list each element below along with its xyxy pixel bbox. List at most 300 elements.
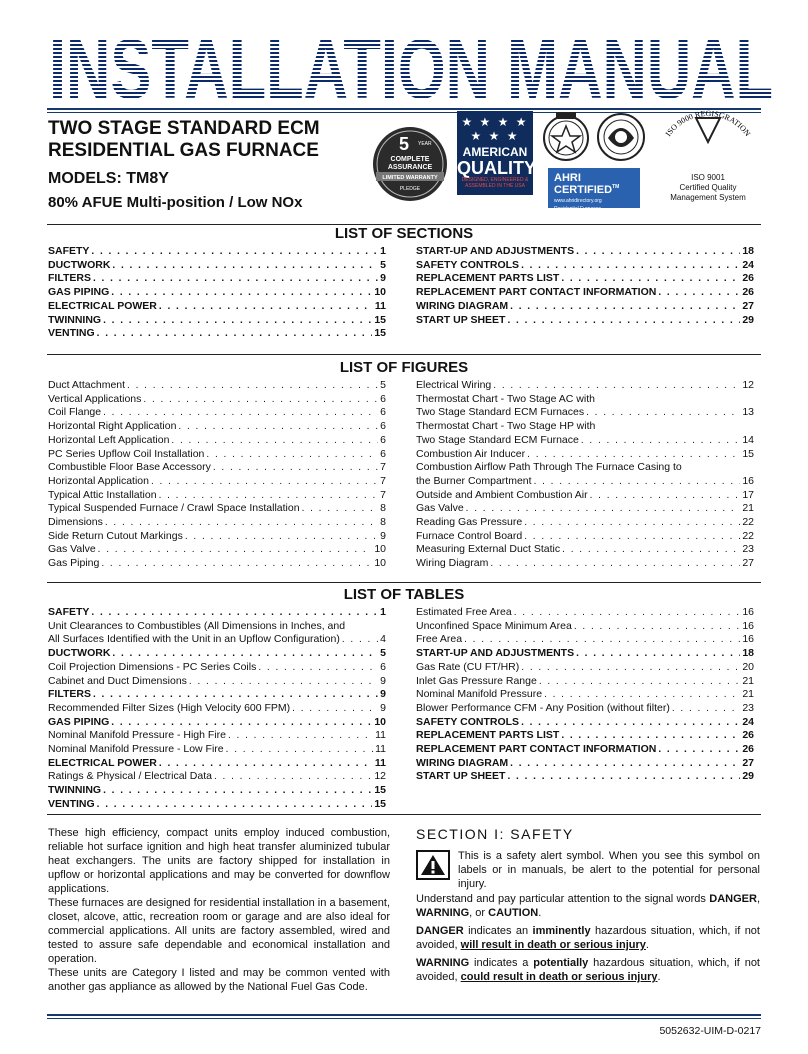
danger-text2: hazardous situation, which, if not avoided,: [416, 925, 760, 951]
toc-entry-page: 16: [742, 606, 754, 618]
toc-entry[interactable]: [48, 716, 386, 730]
dot-leader: [521, 661, 740, 675]
toc-entry-label: START UP SHEET: [416, 313, 506, 326]
dot-leader: [112, 259, 378, 273]
masthead: [47, 28, 775, 106]
toc-entry[interactable]: [48, 259, 386, 273]
intro-paragraph-1: These high efficiency, compact units employ induced combustion, reliable hot surface ignition and high heat transfer aluminized tubular heat exchangers. The units are factory shipped for installation in upflow or horizontal applications and may be converted for downflow applications.: [48, 827, 390, 895]
toc-entry-page: 10: [374, 286, 386, 299]
toc-entry[interactable]: [416, 770, 754, 784]
warning-potentially: potentially: [533, 957, 589, 969]
toc-entry-label: REPLACEMENT PART CONTACT INFORMATION: [416, 286, 657, 299]
toc-entry-label: SAFETY CONTROLS: [416, 715, 520, 728]
dot-leader: [302, 502, 379, 516]
toc-entry-page: 23: [742, 543, 754, 556]
toc-entry-page: 24: [742, 715, 754, 728]
toc-entry[interactable]: [416, 543, 754, 557]
iso-ring-text: ISO 9000 REGISGRATION: [663, 108, 753, 139]
toc-entry-label: Free Area: [416, 633, 463, 646]
safety-section-heading: SECTION I: SAFETY: [416, 826, 574, 842]
toc-entry[interactable]: [48, 702, 386, 716]
toc-entry-label: ELECTRICAL POWER: [48, 756, 157, 769]
toc-entry-page: 12: [742, 379, 754, 391]
design-certified-seal-icon: [542, 110, 590, 164]
signal-period: .: [538, 907, 542, 919]
dot-leader: [213, 461, 378, 475]
dot-leader: [521, 716, 740, 730]
toc-entry-label: START UP SHEET: [416, 770, 506, 783]
dot-leader: [493, 379, 740, 393]
dot-leader: [111, 716, 372, 730]
toc-entry-label: Unconfined Space Minimum Area: [416, 619, 572, 632]
toc-entry-page: 18: [742, 647, 754, 660]
dot-leader: [539, 675, 741, 689]
toc-entry-page: 22: [742, 529, 754, 542]
figures-rule: [47, 354, 761, 355]
toc-entry-page: 11: [374, 299, 386, 312]
toc-entry-label: Two Stage Standard ECM Furnaces: [416, 406, 585, 419]
toc-entry[interactable]: [416, 286, 754, 300]
toc-entry[interactable]: [416, 606, 754, 620]
toc-entry-page: 16: [742, 633, 754, 646]
toc-entry-label: VENTING: [48, 327, 95, 340]
figures-right: [416, 379, 754, 571]
warranty-year: 5: [398, 134, 410, 154]
toc-entry-label: Coil Flange: [48, 406, 102, 419]
toc-entry-page: 26: [742, 286, 754, 299]
toc-entry-page: 11: [375, 729, 386, 742]
toc-entry-page: 6: [380, 392, 386, 405]
toc-entry-page: 27: [742, 756, 754, 769]
dot-leader: [507, 770, 740, 784]
toc-entry-page: 17: [742, 488, 754, 501]
iso-line2: Certified Quality: [679, 183, 737, 192]
toc-entry-first-line: Combustion Airflow Path Through The Furnace Casing to: [416, 461, 682, 474]
toc-entry[interactable]: [416, 502, 754, 516]
dot-leader: [544, 688, 740, 702]
toc-entry-label: Typical Attic Installation: [48, 488, 157, 501]
toc-entry-page: 11: [375, 743, 386, 756]
toc-entry-label: Wiring Diagram: [416, 557, 489, 570]
toc-entry-page: 4: [380, 633, 386, 646]
tables-left: [48, 606, 386, 812]
dot-leader: [143, 393, 378, 407]
toc-entry-label: Outside and Ambient Combustion Air: [416, 488, 588, 501]
signal-intro: Understand and pay particular attention to the signal words: [416, 893, 710, 905]
toc-entry-label: Gas Rate (CU FT/HR): [416, 660, 520, 673]
toc-entry[interactable]: [416, 647, 754, 661]
dot-leader: [534, 475, 741, 489]
toc-entry-label: Side Return Cutout Markings: [48, 529, 183, 542]
toc-entry[interactable]: [416, 688, 754, 702]
warning-text2: hazardous situation, which, if not avoided,: [416, 957, 760, 983]
aq-line3: DESIGNED, ENGINEERED &: [461, 177, 529, 183]
ahri-sub1: Residential Furnaces: [554, 206, 601, 212]
toc-entry[interactable]: [48, 675, 386, 689]
toc-entry-label: Gas Valve: [48, 543, 96, 556]
dot-leader: [527, 448, 740, 462]
toc-entry-label: Nominal Manifold Pressure - High Fire: [48, 729, 226, 742]
toc-entry[interactable]: [416, 729, 754, 743]
toc-entry[interactable]: [48, 393, 386, 407]
toc-entry[interactable]: [48, 661, 386, 675]
toc-entry-page: 18: [742, 245, 754, 257]
dot-leader: [206, 448, 378, 462]
dot-leader: [586, 406, 740, 420]
toc-entry-label: Estimated Free Area: [416, 606, 512, 618]
toc-entry-page: 23: [742, 701, 754, 714]
toc-entry[interactable]: [48, 300, 386, 314]
signal-danger: DANGER: [709, 893, 757, 905]
aq-line2: QUALITY: [457, 158, 536, 178]
dot-leader: [91, 606, 378, 620]
dot-leader: [93, 688, 378, 702]
intro-text: [48, 826, 390, 994]
toc-entry-label: SAFETY: [48, 245, 90, 257]
toc-entry-page: 21: [742, 502, 754, 515]
toc-entry[interactable]: [416, 516, 754, 530]
dot-leader: [521, 259, 740, 273]
toc-entry-label: REPLACEMENT PARTS LIST: [416, 729, 560, 742]
warranty-complete: COMPLETE: [390, 156, 430, 163]
toc-entry-label: All Surfaces Identified with the Unit in an Upflow Configuration): [48, 633, 340, 646]
signal-sep1: ,: [756, 893, 760, 905]
toc-entry[interactable]: [416, 489, 754, 503]
toc-entry[interactable]: [416, 379, 754, 393]
dot-leader: [127, 379, 378, 393]
toc-entry[interactable]: [48, 448, 386, 462]
toc-entry[interactable]: [48, 461, 386, 475]
ahri-tm: TM: [612, 184, 620, 190]
dot-leader: [105, 516, 378, 530]
dot-leader: [91, 245, 378, 259]
intro-paragraph-2: These furnaces are designed for residential installation in a basement, closet, alcove, attic, recreation room or garage and are also ideal for commercial applications. All units are factory assembled, wired and tested to assure safe dependable and economical installation and operation.: [48, 897, 390, 965]
dot-leader: [576, 647, 740, 661]
toc-entry-label: Horizontal Right Application: [48, 420, 177, 433]
toc-entry-page: 7: [380, 461, 386, 474]
toc-entry-page: 9: [380, 674, 386, 687]
toc-entry[interactable]: [416, 620, 754, 634]
toc-entry[interactable]: [48, 784, 386, 798]
toc-entry-label: GAS PIPING: [48, 715, 110, 728]
stars-icon: ★ ★ ★ ★ ★ ★ ★: [461, 115, 529, 143]
toc-entry-label: Gas Piping: [48, 557, 100, 570]
dot-leader: [226, 743, 373, 757]
warranty-badge: [372, 126, 448, 202]
iso-line3: Management System: [670, 193, 746, 202]
dot-leader: [590, 489, 741, 503]
toc-entry-page: 6: [380, 406, 386, 419]
toc-entry-page: 5: [380, 258, 386, 271]
toc-entry-label: SAFETY: [48, 606, 90, 618]
dot-leader: [159, 757, 373, 771]
toc-entry[interactable]: [416, 475, 754, 489]
toc-entry-label: ELECTRICAL POWER: [48, 299, 157, 312]
toc-entry-label: REPLACEMENT PART CONTACT INFORMATION: [416, 743, 657, 756]
toc-entry-label: Combustion Air Inducer: [416, 447, 526, 460]
toc-entry-page: 27: [742, 299, 754, 312]
model-line: MODELS: TM8Y: [48, 170, 169, 187]
toc-entry-label: Reading Gas Pressure: [416, 516, 523, 529]
toc-entry-label: DUCTWORK: [48, 258, 111, 271]
toc-entry-label: Electrical Wiring: [416, 379, 492, 391]
toc-entry-first-line: Thermostat Chart - Two Stage AC with: [416, 392, 595, 405]
warning-triangle-icon: [416, 850, 450, 880]
toc-entry-page: 16: [742, 619, 754, 632]
toc-entry[interactable]: [416, 272, 754, 286]
toc-entry-label: FILTERS: [48, 688, 91, 701]
toc-entry-label: Vertical Applications: [48, 392, 142, 405]
tables-title: LIST OF TABLES: [343, 586, 465, 603]
toc-entry[interactable]: [48, 770, 386, 784]
product-header: [48, 118, 378, 211]
warning-period: .: [657, 971, 661, 983]
toc-entry[interactable]: [48, 688, 386, 702]
toc-entry[interactable]: [48, 245, 386, 259]
dot-leader: [103, 314, 372, 328]
toc-entry-page: 29: [742, 313, 754, 326]
dot-leader: [258, 661, 378, 675]
figures-left: [48, 379, 386, 571]
toc-entry-label: PC Series Upflow Coil Installation: [48, 447, 205, 460]
toc-entry-label: TWINNING: [48, 313, 102, 326]
dot-leader: [178, 420, 378, 434]
toc-entry-label: Nominal Manifold Pressure - Low Fire: [48, 743, 224, 756]
toc-entry-label: Blower Performance CFM - Any Position (without filter): [416, 701, 670, 714]
toc-entry-page: 8: [380, 516, 386, 529]
danger-text1: indicates an: [463, 925, 533, 937]
toc-entry-label: Duct Attachment: [48, 379, 126, 391]
toc-entry[interactable]: [48, 633, 386, 647]
toc-entry-label: START-UP AND ADJUSTMENTS: [416, 245, 575, 257]
warranty-limited: LIMITED WARRANTY: [382, 175, 438, 181]
dot-leader: [574, 620, 740, 634]
toc-entry-page: 21: [742, 674, 754, 687]
toc-entry-page: 16: [742, 474, 754, 487]
toc-entry-label: Ratings & Physical / Electrical Data: [48, 770, 212, 783]
toc-entry-label: Measuring External Duct Static: [416, 543, 561, 556]
toc-entry-first-line: Unit Clearances to Combustibles (All Dimensions in Inches, and: [48, 619, 346, 632]
toc-entry[interactable]: [416, 434, 754, 448]
toc-entry[interactable]: [416, 259, 754, 273]
ahri-sub2: DOE 10 CFR Part 430: [554, 214, 604, 220]
toc-entry[interactable]: [48, 434, 386, 448]
toc-entry[interactable]: [48, 327, 386, 341]
toc-entry-label: Gas Valve: [416, 502, 464, 515]
toc-entry-label: Recommended Filter Sizes (High Velocity 600 FPM): [48, 701, 291, 714]
dot-leader: [658, 286, 740, 300]
toc-entry-page: 14: [742, 433, 754, 446]
toc-entry-page: 6: [380, 447, 386, 460]
toc-entry[interactable]: [48, 286, 386, 300]
toc-entry[interactable]: [416, 314, 754, 328]
toc-entry[interactable]: [416, 448, 754, 462]
toc-entry-page: 15: [374, 784, 386, 797]
dot-leader: [151, 475, 378, 489]
toc-entry-page: 9: [380, 688, 386, 701]
toc-entry[interactable]: [48, 530, 386, 544]
toc-entry-page: 5: [380, 379, 386, 391]
dot-leader: [292, 702, 378, 716]
danger-period: .: [645, 939, 649, 951]
toc-entry-page: 6: [380, 433, 386, 446]
toc-entry[interactable]: [48, 606, 386, 620]
toc-entry[interactable]: [416, 743, 754, 757]
dot-leader: [98, 543, 373, 557]
dot-leader: [507, 314, 740, 328]
toc-entry[interactable]: [48, 502, 386, 516]
toc-entry-label: Combustible Floor Base Accessory: [48, 461, 211, 474]
dot-leader: [524, 516, 740, 530]
toc-entry[interactable]: [416, 661, 754, 675]
warranty-assurance: ASSURANCE: [387, 164, 433, 171]
ahri-name: AHRI CERTIFIED: [554, 172, 613, 196]
dot-leader: [510, 300, 740, 314]
toc-entry-label: Typical Suspended Furnace / Crawl Space Installation: [48, 502, 300, 515]
document-number: 5052632-UIM-D-0217: [659, 1025, 761, 1037]
product-title-line2: RESIDENTIAL GAS FURNACE: [48, 140, 319, 161]
toc-entry[interactable]: [48, 516, 386, 530]
toc-entry-label: START-UP AND ADJUSTMENTS: [416, 647, 575, 660]
toc-entry-page: 9: [380, 272, 386, 285]
toc-entry-label: Dimensions: [48, 516, 103, 529]
dot-leader: [524, 530, 740, 544]
dot-leader: [561, 729, 740, 743]
toc-entry[interactable]: [48, 314, 386, 328]
toc-entry-page: 1: [380, 245, 386, 257]
dot-leader: [510, 757, 740, 771]
toc-entry-page: 10: [374, 715, 386, 728]
toc-entry-page: 15: [374, 313, 386, 326]
toc-entry[interactable]: [416, 406, 754, 420]
dot-leader: [581, 434, 740, 448]
danger-word: DANGER: [416, 925, 464, 937]
body-rule: [47, 814, 761, 815]
toc-entry-label: Horizontal Application: [48, 474, 149, 487]
csa-seal-icon: [596, 110, 646, 164]
toc-entry-page: 20: [742, 660, 754, 673]
toc-entry[interactable]: [48, 543, 386, 557]
toc-entry-page: 26: [742, 272, 754, 285]
toc-entry[interactable]: [416, 675, 754, 689]
footer-rule-thin: [47, 1018, 761, 1019]
toc-entry[interactable]: [416, 757, 754, 771]
toc-entry[interactable]: [48, 379, 386, 393]
toc-entry-label: Coil Projection Dimensions - PC Series Coils: [48, 660, 257, 673]
dot-leader: [171, 434, 378, 448]
warning-result: could result in death or serious injury: [460, 971, 658, 983]
toc-entry[interactable]: [48, 489, 386, 503]
toc-entry-page: 8: [380, 502, 386, 515]
dot-leader: [97, 798, 373, 812]
toc-entry-page: 11: [374, 756, 386, 769]
aq-line4: ASSEMBLED IN THE USA: [465, 183, 525, 189]
toc-entry[interactable]: [416, 716, 754, 730]
figures-title: LIST OF FIGURES: [339, 359, 469, 376]
warranty-year-label: YEAR: [418, 141, 432, 147]
warranty-pledge: PLEDGE: [399, 186, 421, 192]
dot-leader: [672, 702, 740, 716]
dot-leader: [93, 272, 378, 286]
toc-entry[interactable]: [48, 647, 386, 661]
toc-entry[interactable]: [416, 557, 754, 571]
toc-entry[interactable]: [48, 272, 386, 286]
toc-entry-label: WIRING DIAGRAM: [416, 756, 509, 769]
toc-entry-label: VENTING: [48, 797, 95, 810]
dot-leader: [97, 327, 373, 341]
toc-entry[interactable]: [48, 420, 386, 434]
signal-sep2: , or: [469, 907, 489, 919]
dot-leader: [562, 543, 740, 557]
toc-entry-page: 1: [380, 606, 386, 618]
toc-entry-page: 15: [374, 327, 386, 340]
toc-entry-page: 13: [742, 406, 754, 419]
iso-badge: [652, 108, 764, 206]
toc-entry-page: 9: [380, 529, 386, 542]
toc-entry-page: 12: [374, 770, 386, 783]
toc-entry[interactable]: [48, 757, 386, 771]
toc-entry-label: Nominal Manifold Pressure: [416, 688, 543, 701]
warning-text1: indicates a: [469, 957, 534, 969]
toc-entry-page: 27: [742, 557, 754, 570]
danger-result: will result in death or serious injury: [460, 939, 646, 951]
aq-line1: AMERICAN: [462, 145, 528, 159]
toc-entry-page: 6: [380, 660, 386, 673]
toc-entry[interactable]: [48, 557, 386, 571]
toc-entry-label: REPLACEMENT PARTS LIST: [416, 272, 560, 285]
tables-rule: [47, 582, 761, 583]
product-subtitle: 80% AFUE Multi-position / Low NOx: [48, 194, 303, 211]
toc-entry[interactable]: [48, 798, 386, 812]
toc-entry-page: 10: [374, 557, 386, 570]
american-quality-badge: [457, 111, 536, 195]
toc-entry[interactable]: [416, 530, 754, 544]
toc-entry-label: Cabinet and Duct Dimensions: [48, 674, 187, 687]
signal-caution: CAUTION: [488, 907, 539, 919]
toc-entry-label: Furnace Control Board: [416, 529, 523, 542]
toc-entry[interactable]: [416, 702, 754, 716]
toc-entry-page: 9: [380, 701, 386, 714]
signal-warning: WARNING: [416, 907, 470, 919]
toc-entry[interactable]: [48, 743, 386, 757]
toc-entry[interactable]: [416, 633, 754, 647]
toc-entry[interactable]: [48, 729, 386, 743]
toc-entry-page: 26: [742, 743, 754, 756]
product-title-line1: TWO STAGE STANDARD ECM: [48, 118, 320, 139]
safety-body: [416, 892, 760, 984]
footer-rule: [47, 1014, 761, 1016]
dot-leader: [159, 489, 379, 503]
ahri-url: www.ahridirectory.org: [554, 198, 602, 204]
dot-leader: [490, 557, 740, 571]
toc-entry-page: 10: [374, 543, 386, 556]
sections-title: LIST OF SECTIONS: [334, 225, 474, 242]
toc-entry-label: the Burner Compartment: [416, 474, 532, 487]
toc-entry-page: 24: [742, 258, 754, 271]
safety-alert-text: This is a safety alert symbol. When you see this symbol on labels or in manuals, be alert to the potential for personal injury.: [458, 850, 760, 890]
toc-entry[interactable]: [416, 245, 754, 259]
danger-imminently: imminently: [532, 925, 591, 937]
tables-right: [416, 606, 754, 784]
toc-entry-label: DUCTWORK: [48, 647, 111, 660]
toc-entry[interactable]: [48, 475, 386, 489]
toc-entry[interactable]: [416, 300, 754, 314]
iso-ring-icon: [652, 108, 764, 168]
ahri-certified-badge: [548, 168, 640, 220]
dot-leader: [101, 557, 372, 571]
warning-word: WARNING: [416, 957, 470, 969]
toc-entry[interactable]: [48, 406, 386, 420]
